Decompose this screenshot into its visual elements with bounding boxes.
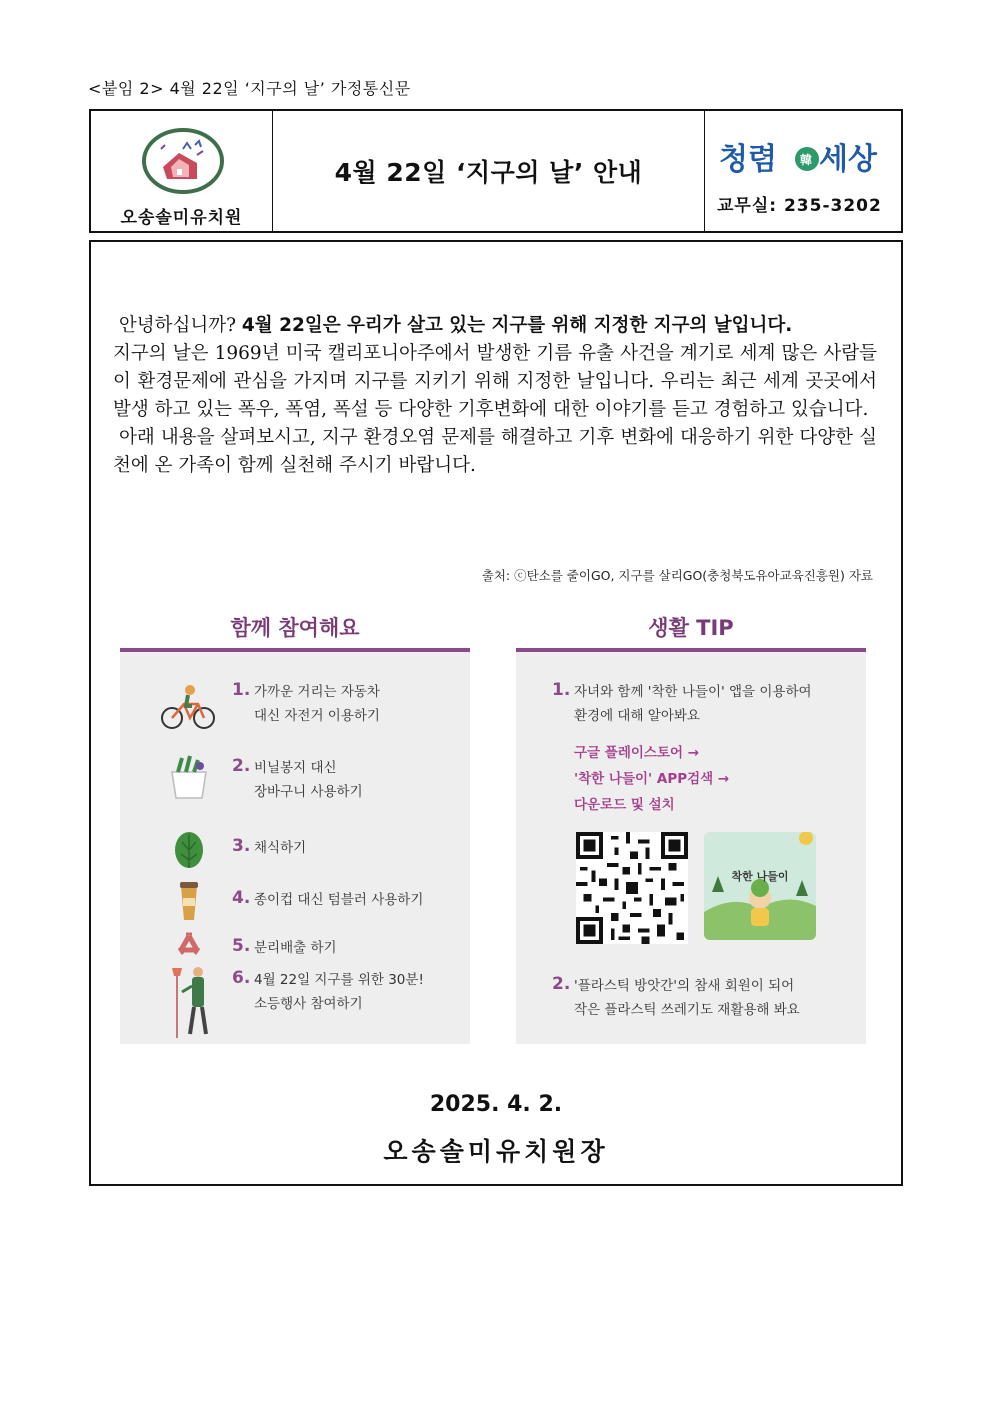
attachment-label: <붙임 2> 4월 22일 ‘지구의 날’ 가정통신문 [88, 79, 411, 98]
participate-panel [120, 612, 470, 1044]
app-image [704, 832, 816, 940]
content-box [89, 240, 903, 1186]
tip-number: 2. [552, 974, 571, 994]
install-link[interactable]: 다운로드 및 설치 [574, 797, 675, 813]
tip-text: '플라스틱 방앗간'의 참새 회원이 되어 [574, 978, 795, 994]
app-name: 착한 나들이 [731, 870, 789, 883]
item-text: 비닐봉지 대신 [254, 760, 337, 776]
svg-text:청렴: 청렴 [719, 142, 777, 177]
document-date: 2025. 4. 2. [429, 1092, 563, 1117]
item-text: 소등행사 참여하기 [254, 996, 363, 1012]
item-text: 가까운 거리는 자동차 [254, 684, 380, 700]
store-link[interactable]: 구글 플레이스토어 → [574, 745, 700, 761]
shopping-bag-icon [164, 752, 214, 802]
item-text: 종이컵 대신 텀블러 사용하기 [254, 892, 424, 908]
item-number: 3. [232, 836, 251, 856]
item-number: 2. [232, 756, 251, 776]
item-text: 장바구니 사용하기 [254, 784, 363, 800]
signature: 오송솔미유치원장 [383, 1137, 609, 1166]
tip-number: 1. [552, 680, 571, 700]
participate-list [120, 652, 470, 1044]
school-logo-cell [91, 111, 273, 231]
intro-paragraph-2: 아래 내용을 살펴보시고, 지구 환경오염 문제를 해결하고 기후 변화에 대응하기 위한 다양한 실천에 온 가족이 함께 실천해 주시기 바랍니다. [113, 427, 877, 476]
source-note: 출처: ⓒ탄소를 줄이GO, 지구를 살리GO(충청북도유아교육진흥원) 자료 [481, 568, 873, 583]
app-search-link[interactable]: '착한 나들이' APP검색 → [574, 771, 730, 787]
app-illustration-icon [704, 832, 816, 940]
greeting: 안녕하십니까? [118, 315, 242, 336]
document-title: 4월 22일 ‘지구의 날’ 안내 [334, 158, 643, 187]
tip-content [516, 652, 866, 1044]
intro-text [113, 312, 877, 480]
item-number: 4. [232, 888, 251, 908]
lamp-person-icon [164, 962, 214, 1042]
participate-title: 함께 참여해요 [230, 616, 360, 640]
intro-bold-sentence: 4월 22일은 우리가 살고 있는 지구를 위해 지정한 지구의 날입니다. [241, 315, 793, 336]
svg-text:세상: 세상 [819, 142, 877, 177]
tip-title: 생활 TIP [648, 616, 734, 640]
title-cell [273, 111, 705, 231]
header-table [89, 109, 903, 233]
slogan-logo-icon [719, 133, 889, 181]
school-name: 오송솔미유치원 [120, 208, 243, 228]
item-number: 5. [232, 936, 251, 956]
tip-text: 자녀와 함께 '착한 나들이' 앱을 이용하여 [574, 684, 812, 700]
school-logo-icon [141, 127, 225, 195]
bicycle-icon [160, 682, 216, 732]
item-text: 분리배출 하기 [254, 940, 337, 956]
tip-panel [516, 612, 866, 1044]
item-text: 4월 22일 지구를 위한 30분! [254, 972, 424, 988]
vegetable-icon [164, 824, 214, 874]
item-number: 6. [232, 968, 251, 988]
tip-text: 작은 플라스틱 쓰레기도 재활용해 봐요 [574, 1002, 800, 1018]
intro-paragraph-1: 지구의 날은 1969년 미국 캘리포니아주에서 발생한 기름 유출 사건을 계기로 세계 많은 사람들이 환경문제에 관심을 가지며 지구를 지키기 위해 지정한 날입니다. 우리는 최근 세계 곳곳에서 발생 하고 있는 폭우, 폭염, 폭설 등 다양한 기후변화에 대한 이야기를 듣고 경험하고 있습니다. [113, 343, 877, 420]
item-number: 1. [232, 680, 251, 700]
tumbler-icon [164, 876, 214, 926]
phone-number: 교무실: 235-3202 [717, 196, 882, 216]
contact-cell [705, 111, 901, 231]
qr-code-icon[interactable] [576, 832, 688, 944]
svg-text:韓: 韓 [800, 153, 813, 167]
tip-text: 환경에 대해 알아봐요 [574, 708, 700, 724]
item-text: 대신 자전거 이용하기 [254, 708, 380, 724]
item-text: 채식하기 [254, 840, 307, 856]
